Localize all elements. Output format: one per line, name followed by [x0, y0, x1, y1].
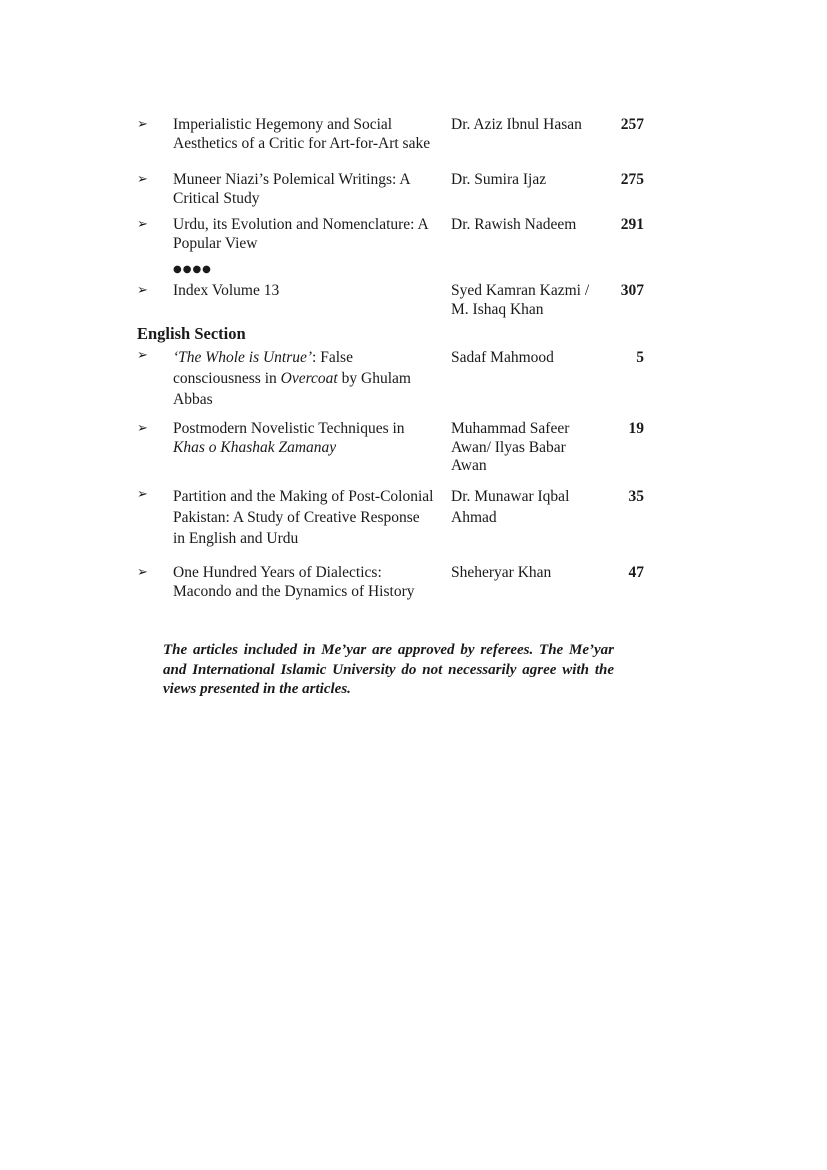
entry-title: Muneer Niazi’s Polemical Writings: A Critical Study — [173, 171, 410, 207]
entry-title — [173, 347, 435, 410]
entry-author: Muhammad Safeer Awan/ Ilyas Babar Awan — [451, 420, 570, 474]
entry-page-number: 275 — [620, 171, 644, 188]
arrow-bullet-icon: ➢ — [137, 217, 148, 232]
referee-disclaimer-note: The articles included in Me’yar are approved by referees. The Me’yar and International Islamic University do not necessarily agree with the views presented in the articles. — [163, 642, 614, 697]
arrow-bullet-icon: ➢ — [137, 283, 148, 298]
entry-author: Dr. Sumira Ijaz — [451, 171, 547, 188]
section-heading: English Section — [137, 324, 246, 343]
author-line: M. Ishaq Khan — [451, 300, 544, 318]
entry-author: Dr. Aziz Ibnul Hasan — [451, 116, 582, 133]
author-line: Syed Kamran Kazmi / — [451, 282, 590, 299]
arrow-bullet-icon: ➢ — [137, 117, 148, 132]
entry-title: Imperialistic Hegemony and Social Aesthetics of a Critic for Art-for-Art sake — [173, 116, 431, 152]
arrow-bullet-icon: ➢ — [137, 348, 148, 363]
entry-page-number: 47 — [628, 564, 644, 581]
title-part: : False consciousness in — [173, 349, 353, 387]
arrow-bullet-icon: ➢ — [137, 421, 148, 436]
arrow-bullet-icon: ➢ — [137, 487, 148, 502]
title-part: by Ghulam Abbas — [173, 370, 411, 408]
entry-title: Index Volume 13 — [173, 282, 280, 299]
entry-author: Sadaf Mahmood — [451, 349, 554, 366]
entry-author: Dr. Rawish Nadeem — [451, 216, 577, 233]
arrow-bullet-icon: ➢ — [137, 565, 148, 580]
title-italic-part: Khas o Khashak Zamanay — [173, 438, 337, 456]
arrow-bullet-icon: ➢ — [137, 172, 148, 187]
entry-author: Sheheryar Khan — [451, 564, 552, 581]
section-separator-dots: ●●●● — [173, 264, 212, 275]
entry-title: Partition and the Making of Post-Colonial Pakistan: A Study of Creative Response in English and Urdu — [173, 488, 434, 547]
title-italic-part: Overcoat — [280, 370, 338, 387]
entry-page-number: 19 — [628, 420, 644, 437]
entry-page-number: 291 — [620, 216, 644, 233]
entry-title: Urdu, its Evolution and Nomenclature: A Popular View — [173, 216, 428, 252]
entry-page-number: 257 — [620, 116, 644, 133]
entry-page-number: 35 — [628, 488, 644, 505]
entry-page-number: 307 — [620, 282, 644, 299]
entry-page-number: 5 — [636, 349, 644, 366]
entry-title: One Hundred Years of Dialectics: Macondo and the Dynamics of History — [173, 564, 415, 600]
title-part: Postmodern Novelistic Techniques in — [173, 420, 405, 437]
entry-title — [173, 420, 438, 457]
entry-author — [451, 282, 611, 319]
entry-author: Dr. Munawar Iqbal Ahmad — [451, 488, 570, 526]
title-italic-part: ‘The Whole is Untrue’ — [173, 349, 313, 366]
